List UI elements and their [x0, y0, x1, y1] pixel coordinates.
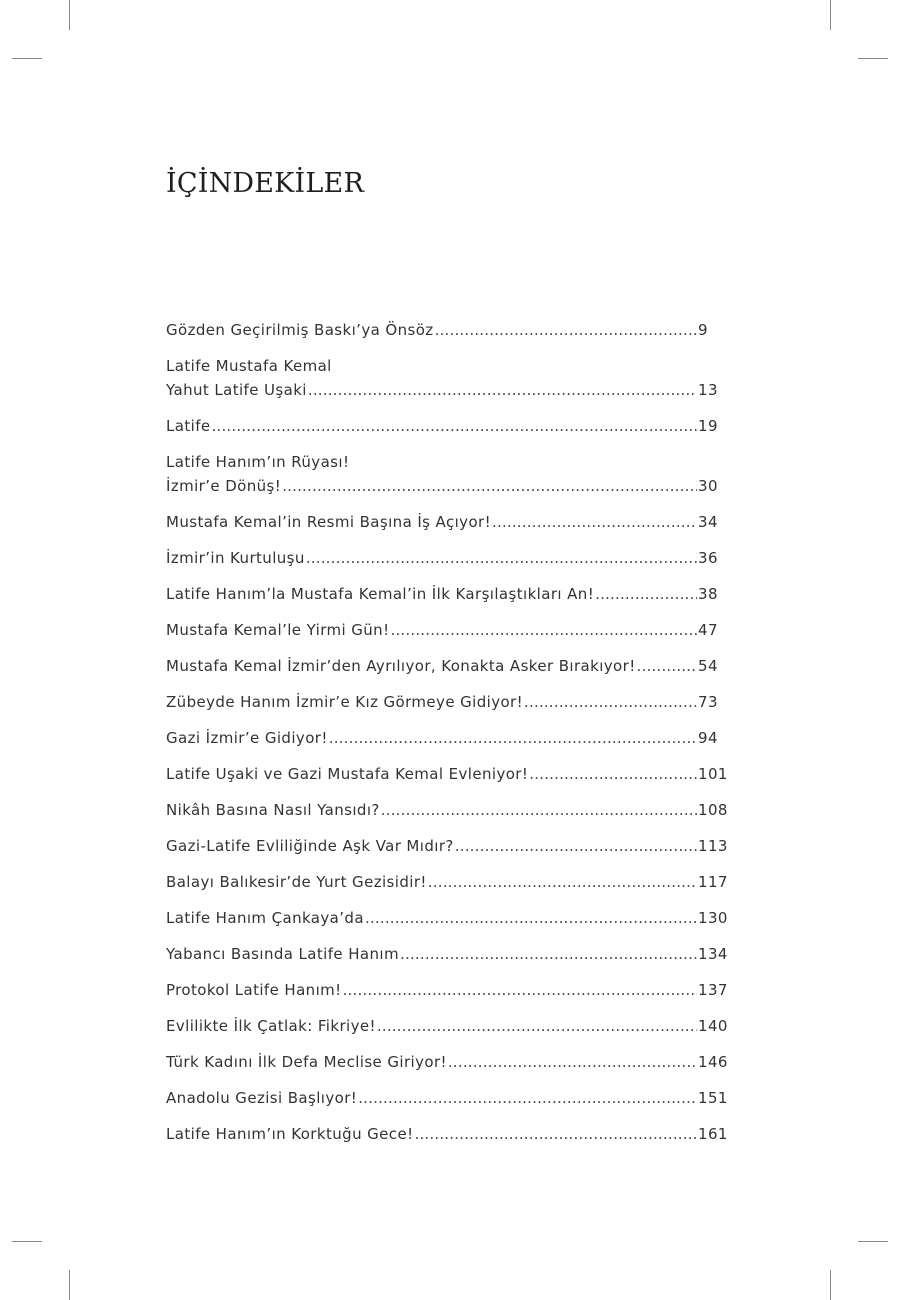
dot-leader: [343, 978, 697, 1002]
toc-page-number: 9: [698, 321, 708, 339]
crop-mark-bottom-right-horizontal: [858, 1241, 888, 1242]
toc-entry[interactable]: [166, 546, 728, 570]
toc-entry-row: [166, 906, 728, 930]
toc-entry-title-line: Latife Mustafa Kemal: [166, 357, 332, 375]
crop-mark-bottom-right-vertical: [830, 1270, 831, 1300]
toc-entry[interactable]: [166, 942, 728, 966]
dot-leader: [381, 798, 697, 822]
dot-leader: [212, 414, 697, 438]
toc-entry-title-line: Latife Uşaki ve Gazi Mustafa Kemal Evleniyor!: [166, 765, 529, 783]
toc-entry-title-line: Balayı Balıkesir’de Yurt Gezisidir!: [166, 873, 427, 891]
toc-entry-title-line: Gazi İzmir’e Gidiyor!: [166, 729, 328, 747]
toc-entry[interactable]: [166, 414, 728, 438]
toc-entry-title-line: Nikâh Basına Nasıl Yansıdı?: [166, 801, 380, 819]
toc-entry-row: [166, 618, 728, 642]
toc-page-number: 161: [698, 1125, 728, 1143]
dot-leader: [308, 378, 697, 402]
toc-entry[interactable]: [166, 690, 728, 714]
dot-leader: [492, 510, 697, 534]
toc-entry-title-line: Mustafa Kemal’le Yirmi Gün!: [166, 621, 390, 639]
toc-page-number: 134: [698, 945, 728, 963]
toc-entry-row: [166, 546, 728, 570]
toc-entry[interactable]: [166, 906, 728, 930]
toc-entry-row: [166, 654, 728, 678]
toc-entry-row: [166, 378, 728, 402]
toc-entry-title-line: Protokol Latife Hanım!: [166, 981, 342, 999]
toc-entry-row: [166, 474, 728, 498]
toc-page-number: 117: [698, 873, 728, 891]
toc-entry[interactable]: [166, 654, 728, 678]
toc-page-number: 94: [698, 729, 718, 747]
toc-entry-title-line: Anadolu Gezisi Başlıyor!: [166, 1089, 358, 1107]
toc-entry-title-line: Evlilikte İlk Çatlak: Fikriye!: [166, 1017, 376, 1035]
toc-entry-title-line: Yahut Latife Uşaki: [166, 381, 307, 399]
toc-entry-title-line: Mustafa Kemal’in Resmi Başına İş Açıyor!: [166, 513, 492, 531]
toc-entry-row: [166, 414, 728, 438]
toc-page-number: 38: [698, 585, 718, 603]
dot-leader: [391, 618, 698, 642]
toc-entry-row: [166, 1122, 728, 1146]
dot-leader: [524, 690, 697, 714]
toc-entry-row: [166, 942, 728, 966]
toc-page-number: 130: [698, 909, 728, 927]
toc-entry[interactable]: [166, 1122, 728, 1146]
toc-page-number: 113: [698, 837, 728, 855]
toc-entry-title-line: Yabancı Basında Latife Hanım: [166, 945, 399, 963]
dot-leader: [415, 1122, 698, 1146]
toc-page-number: 108: [698, 801, 728, 819]
toc-page-number: 19: [698, 417, 718, 435]
table-of-contents: [166, 318, 728, 1158]
toc-entry-row: [166, 762, 728, 786]
toc-entry-title-line: Gözden Geçirilmiş Baskı’ya Önsöz: [166, 321, 434, 339]
toc-entry[interactable]: [166, 798, 728, 822]
dot-leader: [365, 906, 697, 930]
toc-entry-row: [166, 318, 728, 342]
toc-entry-row: [166, 510, 728, 534]
toc-page-number: 140: [698, 1017, 728, 1035]
crop-mark-bottom-left-horizontal: [12, 1241, 42, 1242]
toc-page-number: 146: [698, 1053, 728, 1071]
toc-entry-title-line: İzmir’e Dönüş!: [166, 477, 282, 495]
toc-entry-title-line: Latife Hanım Çankaya’da: [166, 909, 364, 927]
dot-leader: [329, 726, 697, 750]
crop-mark-top-left-horizontal: [12, 58, 42, 59]
toc-entry-row: [166, 978, 728, 1002]
toc-page-number: 30: [698, 477, 718, 495]
toc-entry-title-line: Latife Hanım’la Mustafa Kemal’in İlk Karşılaştıkları An!: [166, 585, 595, 603]
toc-entry[interactable]: [166, 510, 728, 534]
toc-entry-title-line: İzmir’in Kurtuluşu: [166, 549, 305, 567]
toc-entry[interactable]: [166, 618, 728, 642]
toc-entry-row: [166, 834, 728, 858]
toc-entry-title-line: Latife Hanım’ın Korktuğu Gece!: [166, 1125, 414, 1143]
toc-entry-title-line: Latife Hanım’ın Rüyası!: [166, 453, 350, 471]
toc-page-number: 47: [698, 621, 718, 639]
toc-page-number: 34: [698, 513, 718, 531]
toc-entry-title-line: Türk Kadını İlk Defa Meclise Giriyor!: [166, 1053, 447, 1071]
toc-entry[interactable]: [166, 450, 728, 498]
dot-leader: [358, 1086, 697, 1110]
toc-page-number: 101: [698, 765, 728, 783]
toc-entry[interactable]: [166, 318, 728, 342]
toc-entry-title-line: Mustafa Kemal İzmir’den Ayrılıyor, Konakta Asker Bırakıyor!: [166, 657, 636, 675]
dot-leader: [595, 582, 697, 606]
toc-entry[interactable]: [166, 870, 728, 894]
toc-entry-title-line: Gazi-Latife Evliliğinde Aşk Var Mıdır?: [166, 837, 454, 855]
crop-mark-top-right-vertical: [830, 0, 831, 30]
crop-mark-bottom-left-vertical: [69, 1270, 70, 1300]
toc-page-number: 54: [698, 657, 718, 675]
toc-entry-row: [166, 1014, 728, 1038]
toc-page-number: 13: [698, 381, 718, 399]
page-title: İÇİNDEKİLER: [166, 168, 364, 199]
toc-entry[interactable]: [166, 762, 728, 786]
toc-entry[interactable]: [166, 978, 728, 1002]
toc-entry[interactable]: [166, 726, 728, 750]
dot-leader: [428, 870, 697, 894]
dot-leader: [455, 834, 697, 858]
toc-entry-title-line: Zübeyde Hanım İzmir’e Kız Görmeye Gidiyor!: [166, 693, 524, 711]
toc-entry-row: [166, 1050, 728, 1074]
toc-page-number: 151: [698, 1089, 728, 1107]
toc-entry-row: [166, 1086, 728, 1110]
toc-entry[interactable]: [166, 1086, 728, 1110]
dot-leader: [306, 546, 697, 570]
toc-entry-row: [166, 582, 728, 606]
crop-mark-top-left-vertical: [69, 0, 70, 30]
toc-entry-row: [166, 726, 728, 750]
dot-leader: [529, 762, 697, 786]
toc-page-number: 36: [698, 549, 718, 567]
toc-page-number: 73: [698, 693, 718, 711]
toc-entry[interactable]: [166, 582, 728, 606]
dot-leader: [637, 654, 697, 678]
dot-leader: [282, 474, 697, 498]
dot-leader: [448, 1050, 697, 1074]
toc-entry-row: [166, 870, 728, 894]
dot-leader: [377, 1014, 697, 1038]
dot-leader: [400, 942, 697, 966]
toc-entry[interactable]: [166, 834, 728, 858]
toc-entry-row: [166, 690, 728, 714]
toc-entry[interactable]: [166, 1014, 728, 1038]
dot-leader: [435, 318, 697, 342]
toc-entry[interactable]: [166, 354, 728, 402]
crop-mark-top-right-horizontal: [858, 58, 888, 59]
toc-entry-row: [166, 798, 728, 822]
toc-entry-title-line: Latife: [166, 417, 211, 435]
toc-page-number: 137: [698, 981, 728, 999]
toc-entry[interactable]: [166, 1050, 728, 1074]
